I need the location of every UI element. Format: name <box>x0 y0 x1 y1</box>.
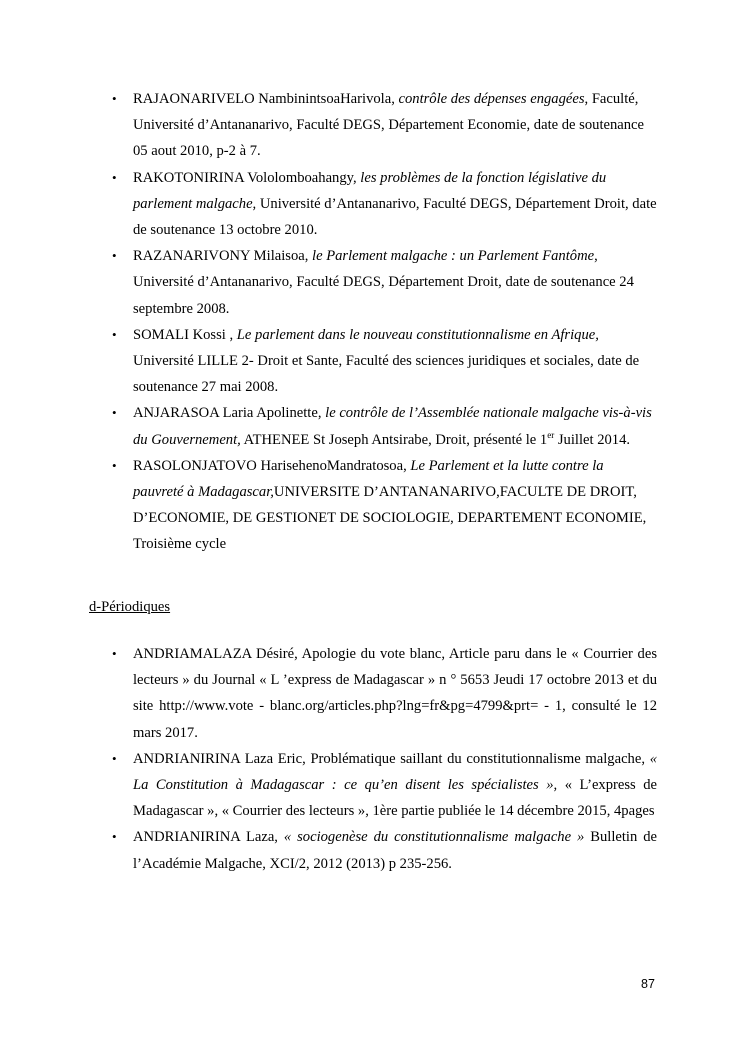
reference-text <box>133 400 657 452</box>
bullet-icon: • <box>112 248 117 264</box>
reference-title: le contrôle de l’Assemblée nationale malgache vis-à-vis du Gouvernement, <box>133 405 652 448</box>
reference-title: Le parlement dans le nouveau constitutionnalisme en Afrique, <box>236 326 599 343</box>
list-item <box>112 86 657 165</box>
bullet-icon: • <box>112 829 117 845</box>
page-number: 87 <box>641 977 655 991</box>
list-item <box>112 400 657 452</box>
reference-details: Université d’Antananarivo, Faculté DEGS, Département Droit, date de soutenance 13 octobre 2010. <box>133 195 657 239</box>
reference-text <box>133 86 657 165</box>
reference-author: RASOLONJATOVO HarisehenoMandratosoa, <box>133 457 411 474</box>
bullet-icon: • <box>112 750 117 766</box>
reference-text: ANDRIAMALAZA Désiré, Apologie du vote blanc, Article paru dans le « Courrier des lecteurs » du Journal « L ’express de Madagascar » n ° 5653 Jeudi 17 octobre 2013 et du site http://www.vote - blanc.org/articles.php?lng=fr&pg=4799&prt= - 1, consulté le 12 mars 2017. <box>133 646 657 741</box>
bullet-icon: • <box>112 326 117 342</box>
reference-text <box>133 243 657 322</box>
reference-author: ANDRIANIRINA Laza, <box>133 829 284 846</box>
list-item <box>112 824 657 876</box>
reference-text <box>133 165 657 244</box>
periodiques-list <box>112 641 657 877</box>
list-item <box>112 322 657 401</box>
reference-details-end: Juillet 2014. <box>554 431 631 448</box>
reference-author: RAJAONARIVELO NambinintsoaHarivola, <box>133 91 399 107</box>
reference-text <box>133 453 657 558</box>
list-item <box>112 243 657 322</box>
list-item <box>112 641 657 746</box>
reference-details: UNIVERSITE D’ANTANANARIVO,FACULTE DE DROIT, D’ECONOMIE, DE GESTIONET DE SOCIOLOGIE, DEPARTEMENT ECONOMIE, Troisième cycle <box>133 484 647 553</box>
reference-author: RAZANARIVONY Milaisoa, <box>133 248 313 265</box>
reference-details: , Université d’Antananarivo, Faculté DEGS, Département Droit, date de soutenance 24 septembre 2008. <box>133 248 634 317</box>
reference-title: Le Parlement et la lutte contre la pauvreté à Madagascar, <box>133 457 604 501</box>
reference-details: , Faculté, Université d’Antananarivo, Faculté DEGS, Département Economie, date de soutenance 05 aout 2010, p-2 à 7. <box>133 91 645 160</box>
reference-title: le Parlement malgache : un Parlement Fantôme <box>312 248 595 265</box>
list-item <box>112 453 657 558</box>
reference-details: « L’express de Madagascar », « Courrier des lecteurs », 1ère partie publiée le 14 décembre 2015, 4pages <box>133 777 657 820</box>
theses-list <box>112 86 657 558</box>
reference-title: contrôle des dépenses engagées <box>398 91 585 107</box>
ordinal-superscript: er <box>547 429 555 440</box>
section-heading-periodiques: d-Périodiques <box>89 599 171 615</box>
reference-details: Bulletin de l’Académie Malgache, XCI/2, 2012 (2013) p 235-256. <box>133 829 657 872</box>
list-item <box>112 165 657 244</box>
bullet-icon: • <box>112 457 117 473</box>
bullet-icon: • <box>112 169 117 185</box>
bullet-icon: • <box>112 646 117 661</box>
reference-title: les problèmes de la fonction législative du parlement malgache, <box>133 169 607 212</box>
reference-details: ATHENEE St Joseph Antsirabe, Droit, présenté le 1 <box>240 431 548 448</box>
reference-title: « sociogenèse du constitutionnalisme malgache » <box>283 829 585 846</box>
reference-title: « La Constitution à Madagascar : ce qu’en disent les spécialistes », <box>133 750 657 794</box>
reference-text <box>133 746 657 825</box>
reference-details: Université LILLE 2- Droit et Sante, Faculté des sciences juridiques et sociales, date de soutenance 27 mai 2008. <box>133 353 640 396</box>
reference-author: RAKOTONIRINA Vololomboahangy, <box>133 169 361 186</box>
bullet-icon: • <box>112 405 117 421</box>
reference-text <box>133 824 657 876</box>
list-item <box>112 746 657 825</box>
reference-author: SOMALI Kossi , <box>133 326 237 343</box>
reference-author: ANJARASOA Laria Apolinette, <box>133 405 326 422</box>
reference-author: ANDRIANIRINA Laza Eric, Problématique saillant du constitutionnalisme malgache, <box>133 750 650 767</box>
bullet-icon: • <box>112 91 117 106</box>
reference-text <box>133 322 657 401</box>
